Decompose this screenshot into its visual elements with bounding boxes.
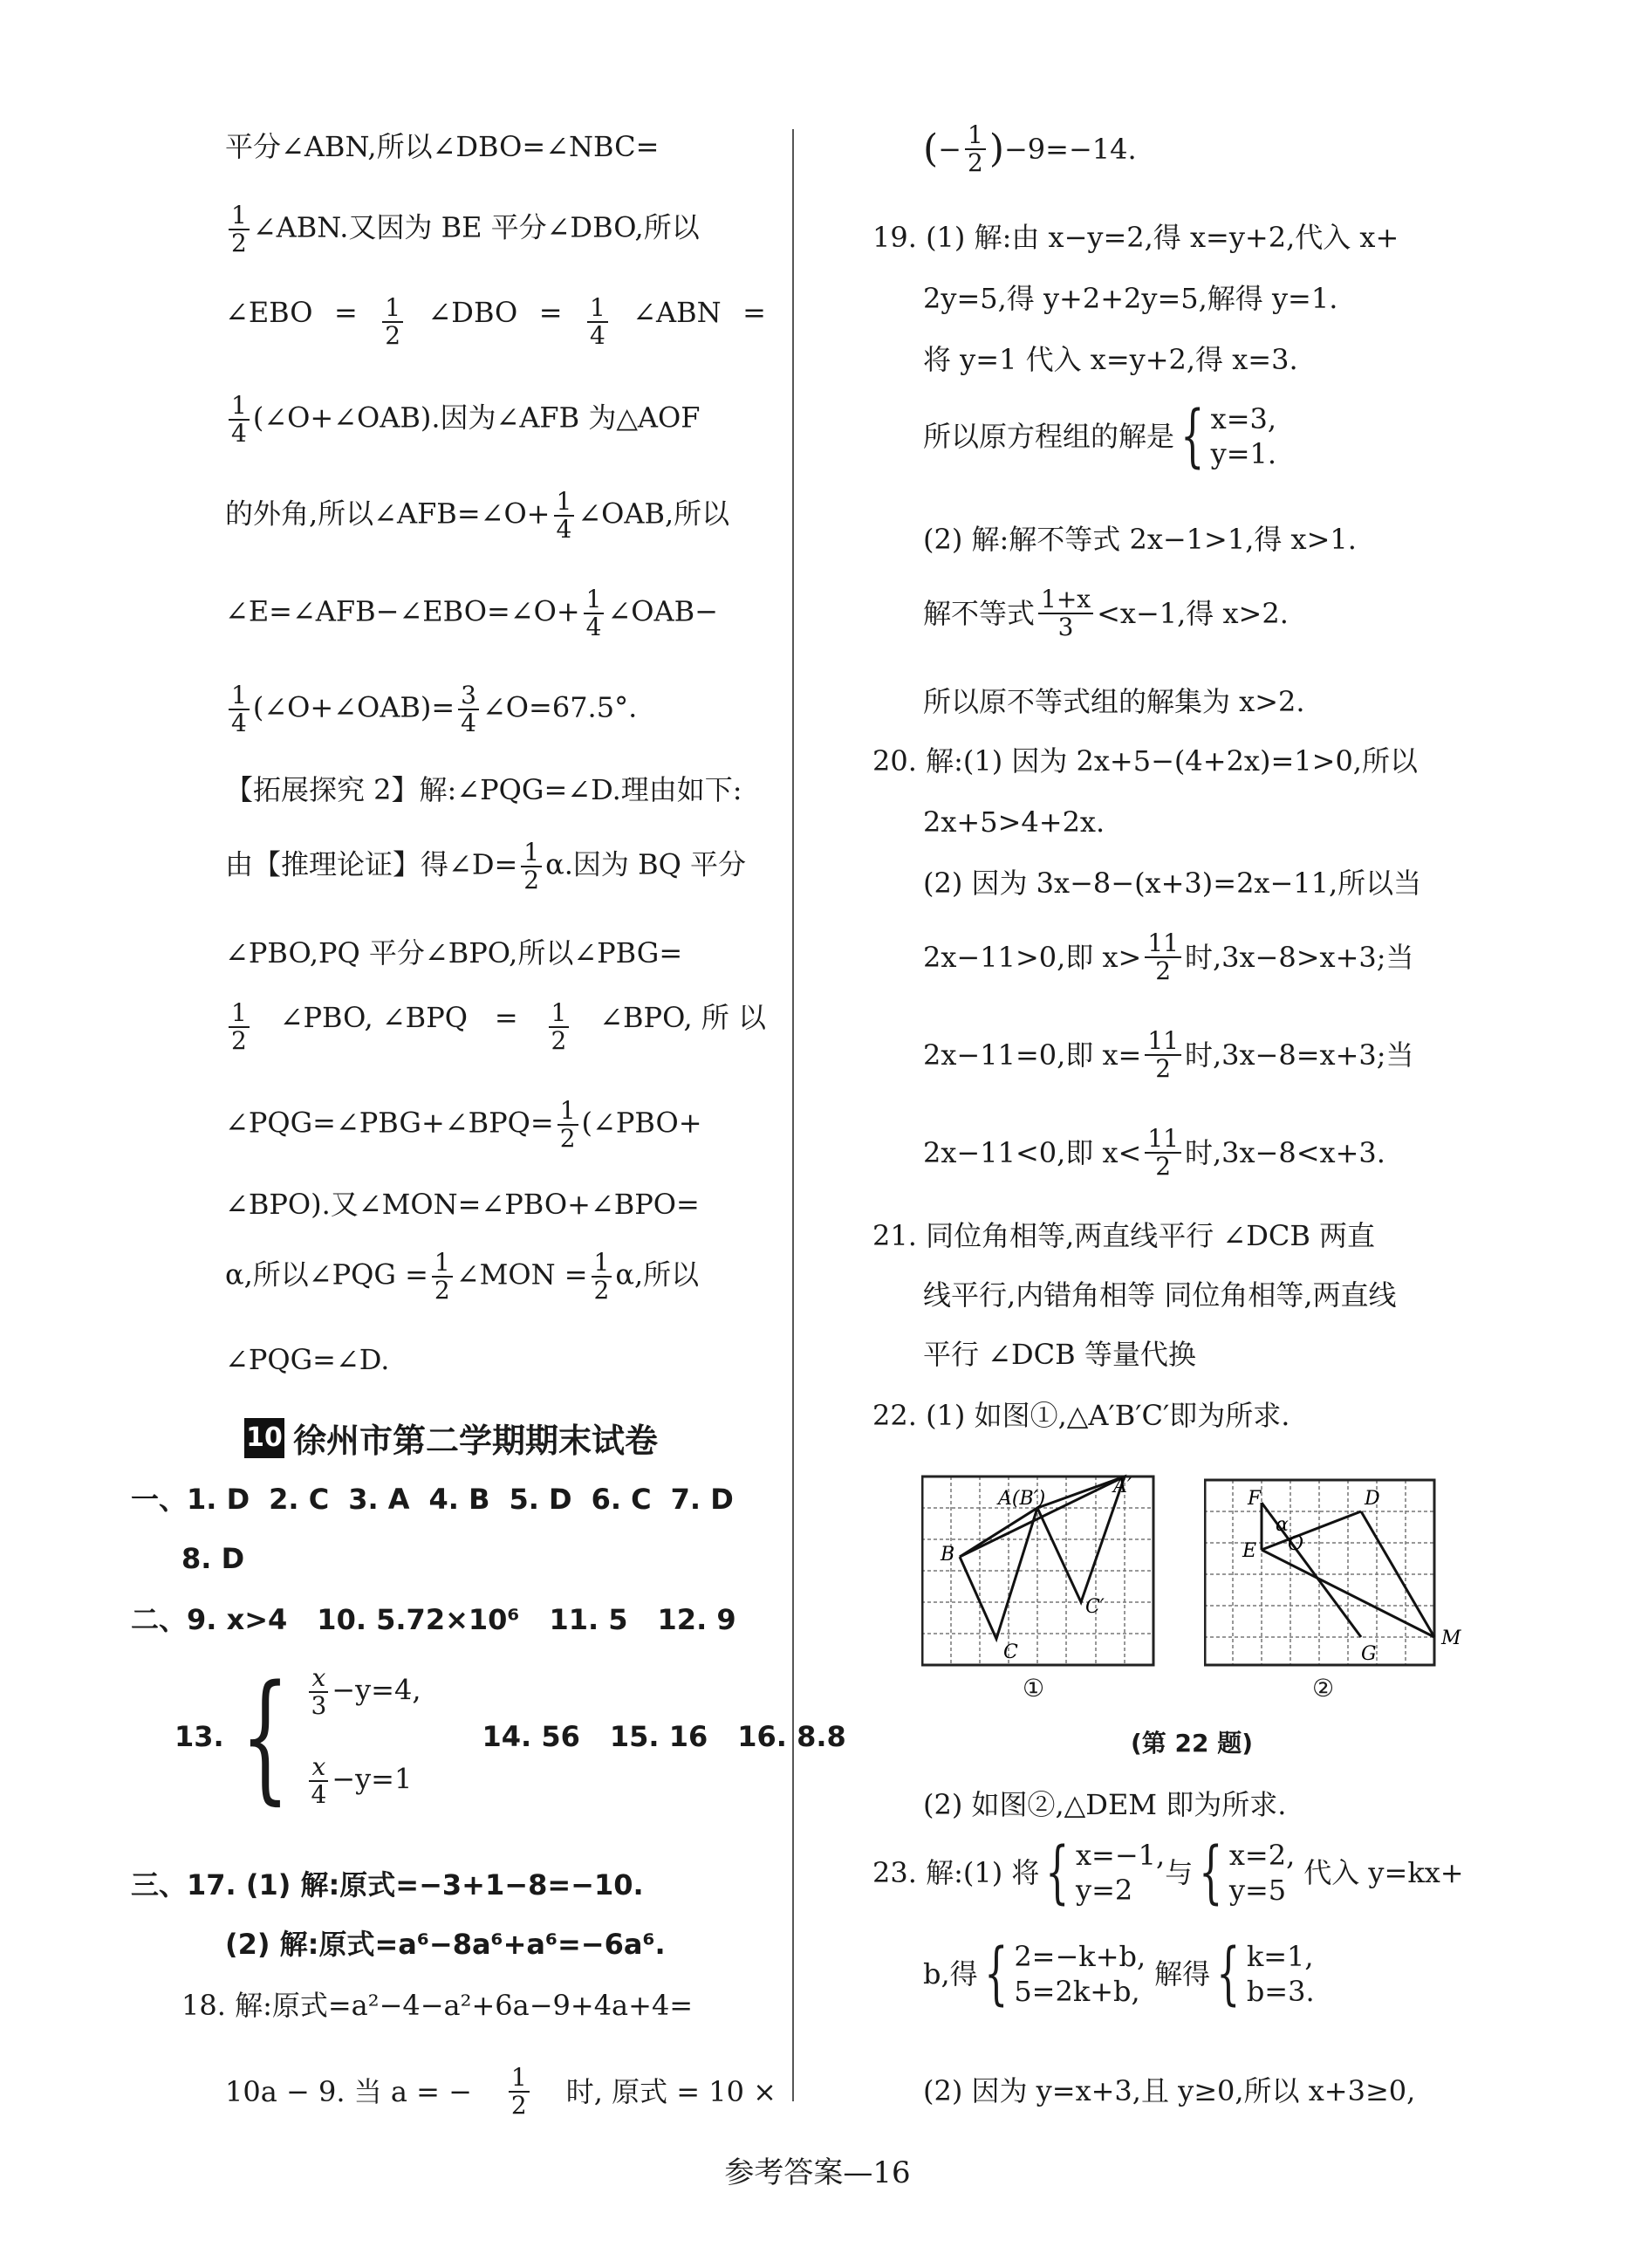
left-line-8: 【拓展探究 2】解:∠PQG=∠D.理由如下: — [225, 773, 742, 806]
label-F: F — [1248, 1488, 1262, 1510]
fraction-quarter: $\frac{1}{4}$ — [229, 682, 250, 737]
mc-row-1: 一、1. D 2. C 3. A 4. B 5. D 6. C 7. D — [131, 1483, 734, 1516]
figure-caption: (第 22 题) — [1131, 1729, 1254, 1758]
left-line-1: 平分∠ABN,所以∠DBO=∠NBC= — [225, 130, 660, 163]
left-line-6: ∠E=∠AFB−∠EBO=∠O+ $\frac{1}{4}$ ∠OAB− — [225, 585, 718, 641]
section-heading — [244, 1414, 658, 1462]
figure-2-grid — [1204, 1477, 1466, 1672]
q23-line1: 23. 解:(1) 将 { x=−1, y=2 与 { x=2, y=5 代入 y=kx+ — [872, 1833, 1464, 1912]
right-line-0: ( − $\frac{1}{2}$ ) −9=−14. — [923, 120, 1137, 177]
label-B: B — [941, 1544, 955, 1566]
fraction-half: $\frac{1}{2}$ — [382, 295, 403, 349]
q20-line1: 20. 解:(1) 因为 2x+5−(4+2x)=1>0,所以 — [872, 744, 1418, 778]
q20-line6: 2x−11<0,即 x< $\frac{11}{2}$ 时,3x−8<x+3. — [923, 1124, 1385, 1181]
figure-1-label: ① — [1023, 1674, 1045, 1703]
left-line-14: α,所以∠PQG = $\frac{1}{2}$ ∠MON = $\frac{1}{2}$ α,所以 — [225, 1248, 700, 1305]
fraction-quarter: $\frac{1}{4}$ — [587, 295, 608, 349]
q13-row: 13. { $\frac{x}{3}$ −y=4, $\frac{x}{4}$ −y=1 14. 56 15. 16 16. 8.8 — [174, 1655, 846, 1818]
q22-line1: 22. (1) 如图①,△A′B′C′即为所求. — [872, 1399, 1290, 1432]
fraction-three-quarter: $\frac{3}{4}$ — [458, 682, 479, 737]
fraction-half: $\frac{1}{2}$ — [521, 839, 542, 894]
section-number-badge: 10 — [244, 1418, 284, 1458]
label-C-prime: C′ — [1085, 1596, 1105, 1618]
q21-line1: 21. 同位角相等,两直线平行 ∠DCB 两直 — [872, 1219, 1376, 1252]
q21-line3: 平行 ∠DCB 等量代换 — [923, 1338, 1196, 1371]
left-line-12: ∠PQG=∠PBG+∠BPQ= $\frac{1}{2}$ (∠PBO+ — [225, 1096, 702, 1153]
fraction-half: $\frac{1}{2}$ — [549, 1000, 570, 1054]
label-G: G — [1361, 1643, 1377, 1665]
q19-line6: 解不等式 $\frac{1+x}{3}$ <x−1,得 x>2. — [923, 585, 1289, 641]
label-M: M — [1441, 1627, 1461, 1649]
fraction-quarter: $\frac{1}{4}$ — [584, 586, 605, 641]
label-A-prime: A′ — [1113, 1476, 1132, 1497]
q20-line4: 2x−11>0,即 x> $\frac{11}{2}$ 时,3x−8>x+3;当 — [923, 928, 1414, 985]
fraction-half: $\frac{1}{2}$ — [592, 1250, 612, 1304]
q20-line3: (2) 因为 3x−8−(x+3)=2x−11,所以当 — [923, 867, 1422, 900]
fraction-half: $\frac{1}{2}$ — [229, 202, 250, 257]
fraction-half: $\frac{1}{2}$ — [558, 1098, 578, 1152]
fraction-quarter: $\frac{1}{4}$ — [554, 489, 575, 543]
figure-1-grid — [921, 1473, 1162, 1668]
q19-line3: 将 y=1 代入 x=y+2,得 x=3. — [923, 343, 1298, 376]
q17-part1: 三、17. (1) 解:原式=−3+1−8=−10. — [131, 1868, 644, 1901]
mc-row-2: 8. D — [181, 1542, 245, 1575]
label-D: D — [1365, 1488, 1380, 1510]
q18-line1: 18. 解:原式=a²−4−a²+6a−9+4a+4= — [181, 1989, 694, 2022]
left-line-2: $\frac{1}{2}$ ∠ABN.又因为 BE 平分∠DBO,所以 — [225, 202, 700, 257]
q22-line2: (2) 如图②,△DEM 即为所求. — [923, 1788, 1287, 1821]
left-line-9: 由【推理论证】得∠D= $\frac{1}{2}$ α.因为 BQ 平分 — [225, 838, 747, 894]
fraction-half: $\frac{1}{2}$ — [229, 1000, 250, 1054]
q19-line1: 19. (1) 解:由 x−y=2,得 x=y+2,代入 x+ — [872, 221, 1399, 254]
q19-line2: 2y=5,得 y+2+2y=5,解得 y=1. — [923, 282, 1338, 315]
q20-line5: 2x−11=0,即 x= $\frac{11}{2}$ 时,3x−8=x+3;当 — [923, 1026, 1414, 1083]
q19-line7: 所以原不等式组的解集为 x>2. — [923, 685, 1305, 718]
section-title: 徐州市第二学期期末试卷 — [293, 1422, 659, 1460]
label-O: O — [1288, 1533, 1304, 1555]
figure-2-label: ② — [1312, 1674, 1335, 1703]
q19-line4: 所以原方程组的解是 { x=3, y=1. — [923, 397, 1277, 476]
left-line-7: $\frac{1}{4}$ (∠O+∠OAB)= $\frac{3}{4}$ ∠O=67.5°. — [225, 682, 637, 737]
left-line-11: $\frac{1}{2}$ ∠PBO, ∠BPQ = $\frac{1}{2}$ ∠BPO, 所 以 — [225, 1000, 766, 1054]
left-line-3: ∠EBO = $\frac{1}{2}$ ∠DBO = $\frac{1}{4}$ ∠ABN = — [225, 293, 766, 350]
q23-line2: b,得 { 2=−k+b, 5=2k+b, 解得 { k=1, b=3. — [923, 1935, 1315, 2013]
q17-part2: (2) 解:原式=a⁶−8a⁶+a⁶=−6a⁶. — [225, 1928, 666, 1961]
fraction-quarter: $\frac{1}{4}$ — [229, 393, 250, 447]
label-C: C — [1003, 1641, 1018, 1663]
left-line-10: ∠PBO,PQ 平分∠BPO,所以∠PBG= — [225, 936, 683, 970]
q20-line2: 2x+5>4+2x. — [923, 805, 1105, 839]
q21-line2: 线平行,内错角相等 同位角相等,两直线 — [923, 1278, 1397, 1312]
label-alpha: α — [1276, 1514, 1289, 1536]
left-line-13: ∠BPO).又∠MON=∠PBO+∠BPO= — [225, 1188, 700, 1221]
page-footer: 参考答案—16 — [724, 2155, 911, 2190]
fill-row-1: 二、9. x>4 10. 5.72×10⁶ 11. 5 12. 9 — [131, 1603, 736, 1636]
left-line-4: $\frac{1}{4}$ (∠O+∠OAB).因为∠AFB 为△AOF — [225, 393, 700, 447]
left-line-5: 的外角,所以∠AFB=∠O+ $\frac{1}{4}$ ∠OAB,所以 — [225, 487, 730, 544]
q23-line3: (2) 因为 y=x+3,且 y≥0,所以 x+3≥0, — [923, 2074, 1416, 2107]
equation-system: { $\frac{x}{3}$ −y=4, $\frac{x}{4}$ −y=1 — [240, 1655, 421, 1818]
label-E: E — [1242, 1540, 1257, 1562]
left-line-15: ∠PQG=∠D. — [225, 1343, 390, 1376]
fraction-half: $\frac{1}{2}$ — [432, 1250, 453, 1304]
q18-line2: 10a − 9. 当 a = − $\frac{1}{2}$ 时, 原式 = 10 × — [225, 2063, 776, 2120]
q19-line5: (2) 解:解不等式 2x−1>1,得 x>1. — [923, 523, 1357, 556]
label-A-B-prime: A(B′) — [998, 1488, 1046, 1510]
